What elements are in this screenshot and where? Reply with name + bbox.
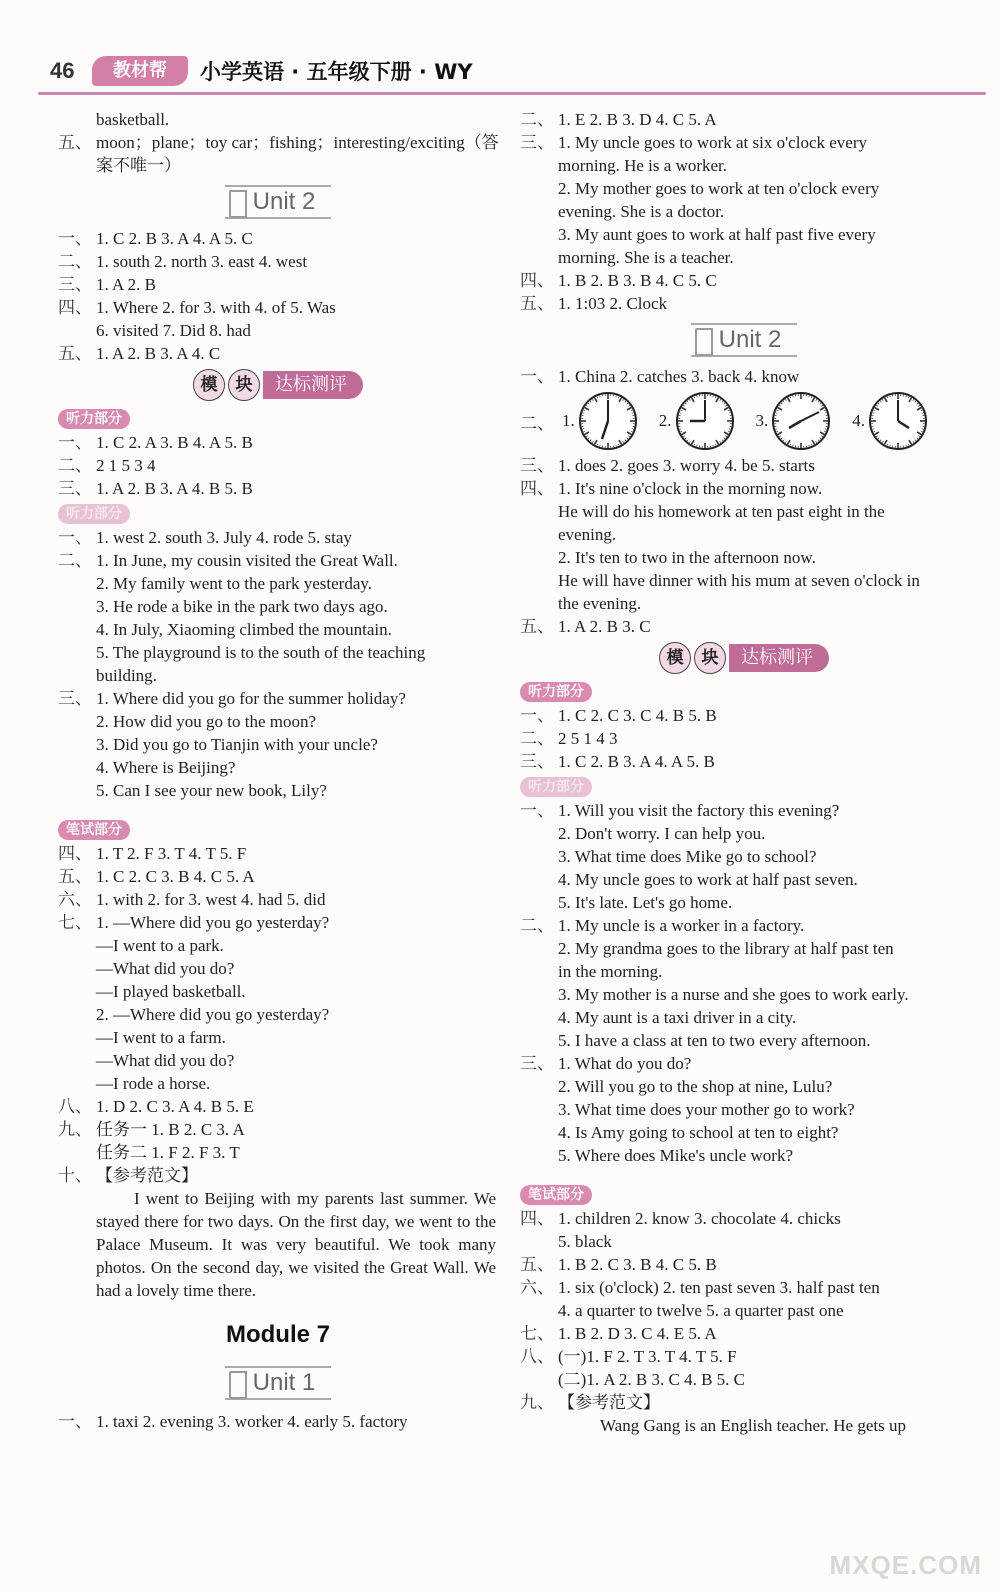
answer-line — [520, 1253, 968, 1276]
answer-text: 2. My family went to the park yesterday. — [96, 574, 373, 593]
answer-text: 5. I have a class at ten to two every afternoon. — [558, 1031, 871, 1050]
answer-text: building. — [96, 666, 157, 685]
answer-text: He will do his homework at ten past eight in the — [558, 502, 885, 521]
answer-line — [520, 200, 968, 223]
answer-text: 1. —Where did you go yesterday? — [96, 913, 330, 932]
answer-line — [520, 914, 968, 937]
answer-text: —What did you do? — [96, 1051, 235, 1070]
question-number: 二、 — [58, 551, 92, 570]
answer-text: 1. A 2. B 3. A 4. B 5. B — [96, 479, 253, 498]
clock-number: 4. — [852, 411, 865, 430]
answer-line — [520, 1345, 968, 1368]
answer-text: 2. My grandma goes to the library at half past ten — [558, 939, 894, 958]
answer-text: 1. C 2. C 3. B 4. C 5. A — [96, 867, 255, 886]
answer-line — [520, 154, 968, 177]
section-tag-listening: 听力部分 — [520, 682, 592, 702]
answer-line — [520, 983, 968, 1006]
book-icon — [695, 328, 713, 356]
question-number: 三、 — [58, 479, 92, 498]
answer-line — [58, 131, 498, 154]
answer-line — [520, 477, 968, 500]
answer-line — [58, 595, 498, 618]
question-number: 三、 — [520, 456, 554, 475]
answer-text: 1. A 2. B 3. C — [558, 617, 651, 636]
unit-title: Unit 1 — [252, 1369, 316, 1396]
answer-line — [58, 934, 498, 957]
right-top-answers — [520, 108, 968, 315]
answer-line — [58, 865, 498, 888]
left-column — [58, 108, 498, 1433]
answer-text: 4. a quarter to twelve 5. a quarter past one — [558, 1301, 844, 1320]
answer-text: 1. My uncle is a worker in a factory. — [558, 916, 805, 935]
answer-line — [520, 1299, 968, 1322]
question-number: 一、 — [520, 801, 554, 820]
watermark: MXQE.COM — [829, 1550, 982, 1580]
answer-text: 1. A 2. B — [96, 275, 156, 294]
answer-text: He will have dinner with his mum at seven o'clock in — [558, 571, 920, 590]
answer-line — [58, 842, 498, 865]
question-number: 七、 — [58, 913, 92, 932]
answer-text: —I rode a horse. — [96, 1074, 211, 1093]
answer-line — [58, 454, 498, 477]
answer-text: evening. She is a doctor. — [558, 202, 725, 221]
answer-text: 1. 1:03 2. Clock — [558, 294, 668, 313]
question-number: 二、 — [58, 456, 92, 475]
answer-text: 1. Where did you go for the summer holiday? — [96, 689, 406, 708]
written-answers — [520, 1207, 968, 1414]
answer-text: 1. What do you do? — [558, 1054, 692, 1073]
question-number: 三、 — [520, 133, 554, 152]
answer-line — [58, 477, 498, 500]
answer-text: 1. B 2. C 3. B 4. C 5. B — [558, 1255, 717, 1274]
answer-text: 1. C 2. A 3. B 4. A 5. B — [96, 433, 253, 452]
answer-text: 1. C 2. B 3. A 4. A 5. C — [96, 229, 253, 248]
answer-line — [520, 822, 968, 845]
answer-text: (二)1. A 2. B 3. C 4. B 5. C — [558, 1370, 746, 1389]
answer-line — [58, 779, 498, 802]
answer-text: 1. It's nine o'clock in the morning now. — [558, 479, 823, 498]
answer-line — [58, 1118, 498, 1141]
question-number: 三、 — [520, 752, 554, 771]
answer-line — [58, 154, 498, 177]
unit-heading — [58, 1358, 498, 1408]
answer-text: 3. What time does your mother go to work? — [558, 1100, 855, 1119]
answer-line — [520, 937, 968, 960]
listening-answers — [58, 431, 498, 500]
answer-text: 1. south 2. north 3. east 4. west — [96, 252, 308, 271]
answer-text: 3. Did you go to Tianjin with your uncle? — [96, 735, 378, 754]
module-test-banner — [520, 638, 968, 678]
answer-text: 5. Where does Mike's uncle work? — [558, 1146, 794, 1165]
answer-line — [58, 108, 498, 131]
answer-line — [58, 911, 498, 934]
section-tag-listening: 听力部分 — [58, 409, 130, 429]
page-header — [0, 0, 1000, 100]
question-number: 八、 — [520, 1347, 554, 1366]
answer-line — [520, 868, 968, 891]
answer-text: 3. My aunt goes to work at half past five every — [558, 225, 876, 244]
answer-text: 1. A 2. B 3. A 4. C — [96, 344, 221, 363]
module-title: Module 7 — [225, 1321, 330, 1348]
answer-line — [58, 957, 498, 980]
answer-line — [520, 1098, 968, 1121]
answer-text: in the morning. — [558, 962, 663, 981]
question-number: 六、 — [58, 890, 92, 909]
answer-text: 2 5 1 4 3 — [558, 729, 618, 748]
answer-text: 2. How did you go to the moon? — [96, 712, 317, 731]
question-number: 四、 — [58, 298, 92, 317]
section-tag-written: 笔试部分 — [520, 1185, 592, 1205]
answer-line — [58, 710, 498, 733]
section-tag-written: 笔试部分 — [58, 820, 130, 840]
answer-line — [520, 1075, 968, 1098]
answer-line — [520, 704, 968, 727]
answer-text: 任务二 1. F 2. F 3. T — [96, 1143, 240, 1162]
answer-text: 5. Can I see your new book, Lily? — [96, 781, 327, 800]
answer-line — [58, 250, 498, 273]
question-number: 一、 — [58, 433, 92, 452]
answer-line — [58, 1072, 498, 1095]
answer-line — [520, 1006, 968, 1029]
answer-text: 1. My uncle goes to work at six o'clock every — [558, 133, 867, 152]
question-number: 五、 — [58, 133, 92, 152]
book-icon — [229, 190, 247, 218]
answer-text: 1. T 2. F 3. T 4. T 5. F — [96, 844, 247, 863]
answer-line — [520, 131, 968, 154]
answer-line — [58, 227, 498, 250]
clock-icon — [577, 390, 639, 452]
question-number: 五、 — [520, 294, 554, 313]
answer-line — [58, 319, 498, 342]
answer-line — [58, 526, 498, 549]
answer-line — [520, 269, 968, 292]
answer-line — [520, 960, 968, 983]
answer-line — [520, 292, 968, 315]
question-number: 六、 — [520, 1278, 554, 1297]
written-answers — [58, 842, 498, 1187]
answer-text: 1. China 2. catches 3. back 4. know — [558, 367, 800, 386]
answer-line — [520, 569, 968, 592]
answer-text: 2. —Where did you go yesterday? — [96, 1005, 330, 1024]
answer-text: 2. Will you go to the shop at nine, Lulu? — [558, 1077, 833, 1096]
question-number: 一、 — [58, 229, 92, 248]
listening-answers — [520, 704, 968, 773]
banner-char: 块 — [228, 369, 260, 401]
banner-char: 模 — [659, 642, 691, 674]
answer-line — [520, 1121, 968, 1144]
answer-text: 1. Where 2. for 3. with 4. of 5. Was — [96, 298, 336, 317]
answer-line — [520, 750, 968, 773]
question-number: 二、 — [520, 110, 554, 129]
question-number: 一、 — [58, 1412, 92, 1431]
answer-line — [520, 1276, 968, 1299]
answer-line — [58, 733, 498, 756]
unit-heading — [520, 315, 968, 365]
answer-text: 1. C 2. B 3. A 4. A 5. B — [558, 752, 715, 771]
answer-line — [58, 1141, 498, 1164]
answer-text: 【参考范文】 — [558, 1393, 660, 1412]
answer-text: 1. with 2. for 3. west 4. had 5. did — [96, 890, 326, 909]
answer-line — [520, 727, 968, 750]
answer-line — [520, 1144, 968, 1167]
answer-text: —I played basketball. — [96, 982, 246, 1001]
answer-text: 4. My uncle goes to work at half past seven. — [558, 870, 858, 889]
answer-text: 1. six (o'clock) 2. ten past seven 3. half past ten — [558, 1278, 880, 1297]
answer-text: morning. She is a teacher. — [558, 248, 734, 267]
question-number: 五、 — [520, 617, 554, 636]
question-number: 九、 — [520, 1393, 554, 1412]
answer-text: the evening. — [558, 594, 642, 613]
answer-text: 4. My aunt is a taxi driver in a city. — [558, 1008, 797, 1027]
answer-line — [520, 1029, 968, 1052]
question-number: 五、 — [58, 867, 92, 886]
answer-text: 5. black — [558, 1232, 612, 1251]
answer-text: evening. — [558, 525, 617, 544]
answer-line — [58, 1410, 498, 1433]
answer-line — [58, 549, 498, 572]
answer-text: 4. Is Amy going to school at ten to eight? — [558, 1123, 839, 1142]
banner-char: 模 — [193, 369, 225, 401]
answer-text: 1. Will you visit the factory this evening? — [558, 801, 840, 820]
answer-text: moon；plane；toy car；fishing；interesting/exciting（答 — [96, 133, 499, 152]
answer-text: 1. D 2. C 3. A 4. B 5. E — [96, 1097, 254, 1116]
answer-line — [520, 523, 968, 546]
question-number: 四、 — [520, 479, 554, 498]
answer-text: 3. My mother is a nurse and she goes to work early. — [558, 985, 909, 1004]
answer-text: 2. My mother goes to work at ten o'clock every — [558, 179, 880, 198]
answer-text: 2. Don't worry. I can help you. — [558, 824, 766, 843]
answer-text: 1. B 2. D 3. C 4. E 5. A — [558, 1324, 717, 1343]
answer-text: 5. The playground is to the south of the teaching — [96, 643, 426, 662]
answer-text: 任务一 1. B 2. C 3. A — [96, 1120, 245, 1139]
question-number: 九、 — [58, 1120, 92, 1139]
header-rule — [38, 92, 986, 95]
answer-line — [520, 246, 968, 269]
answer-line — [58, 641, 498, 664]
answer-text: 5. It's late. Let's go home. — [558, 893, 733, 912]
clock-number: 2. — [658, 411, 672, 430]
question-number: 二、 — [520, 916, 554, 935]
answer-line — [58, 296, 498, 319]
answer-line — [520, 1322, 968, 1345]
left-top-answers — [58, 108, 498, 177]
unit-title: Unit 2 — [252, 188, 316, 215]
right-column — [520, 108, 968, 1437]
question-number: 十、 — [58, 1166, 92, 1185]
question-number: 五、 — [58, 344, 92, 363]
question-number: 三、 — [58, 275, 92, 294]
sample-essay: I went to Beijing with my parents last summer. We stayed there for two days. On the first day, we went to the Palace Museum. It was very beautiful. We took many photos. On the second day, we visited the Great Wall. We had a lovely time there. — [96, 1189, 496, 1300]
section-tag: 听力部分 — [58, 504, 130, 524]
answer-text: 1. taxi 2. evening 3. worker 4. early 5. factory — [96, 1412, 408, 1431]
answer-line — [58, 756, 498, 779]
clock-number: 3. — [755, 411, 769, 430]
answer-line — [520, 615, 968, 638]
book-title: 小学英语 · 五年级下册 · WY — [200, 60, 473, 84]
answer-text: 4. In July, Xiaoming climbed the mountain. — [96, 620, 392, 639]
answer-line — [58, 618, 498, 641]
answer-line — [520, 1052, 968, 1075]
answer-line — [58, 888, 498, 911]
clock-icon — [770, 390, 832, 452]
answer-line — [58, 1026, 498, 1049]
question-number: 一、 — [520, 367, 554, 386]
banner-label: 达标测评 — [729, 644, 829, 672]
answer-text: 3. He rode a bike in the park two days ago. — [96, 597, 388, 616]
answer-line — [520, 1230, 968, 1253]
answer-text: —I went to a park. — [96, 936, 224, 955]
answer-line — [58, 431, 498, 454]
answer-line — [58, 572, 498, 595]
question-number: 四、 — [520, 271, 554, 290]
answer-line — [58, 980, 498, 1003]
answer-text: 案不唯一） — [96, 156, 181, 175]
question-number: 一、 — [58, 528, 92, 547]
question-number: 一、 — [520, 706, 554, 725]
question-number: 三、 — [58, 689, 92, 708]
answer-line — [58, 1049, 498, 1072]
answer-text: —What did you do? — [96, 959, 235, 978]
clock-answers — [520, 388, 968, 454]
answer-line — [58, 273, 498, 296]
page-number: 46 — [50, 58, 75, 83]
answer-line — [58, 664, 498, 687]
answer-text: 1. B 2. B 3. B 4. C 5. C — [558, 271, 717, 290]
answer-line — [520, 177, 968, 200]
answer-line — [520, 365, 968, 388]
answer-line — [520, 1391, 968, 1414]
answer-text: 1. children 2. know 3. chocolate 4. chicks — [558, 1209, 841, 1228]
answer-text: 3. What time does Mike go to school? — [558, 847, 817, 866]
reading-answers — [58, 526, 498, 802]
answer-text: (一)1. F 2. T 3. T 4. T 5. F — [558, 1347, 737, 1366]
question-number: 四、 — [520, 1209, 554, 1228]
answer-line — [520, 592, 968, 615]
answer-text: 1. C 2. C 3. C 4. B 5. B — [558, 706, 717, 725]
answer-line — [520, 1207, 968, 1230]
answer-line — [520, 546, 968, 569]
question-number: 二、 — [58, 252, 92, 271]
answer-text: 1. In June, my cousin visited the Great Wall. — [96, 551, 398, 570]
answer-line — [58, 1095, 498, 1118]
banner-char: 块 — [694, 642, 726, 674]
answer-line — [58, 1003, 498, 1026]
book-icon — [229, 1371, 247, 1399]
answer-line — [520, 1368, 968, 1391]
answer-line — [58, 687, 498, 710]
question-number: 八、 — [58, 1097, 92, 1116]
answer-text: 【参考范文】 — [96, 1166, 198, 1185]
unit2-answers — [520, 454, 968, 638]
answer-text: basketball. — [96, 110, 170, 129]
answer-text: 2. It's ten to two in the afternoon now. — [558, 548, 816, 567]
banner-label: 达标测评 — [263, 371, 363, 399]
answer-text: 6. visited 7. Did 8. had — [96, 321, 251, 340]
answer-text: 1. E 2. B 3. D 4. C 5. A — [558, 110, 717, 129]
answer-line — [58, 1164, 498, 1187]
clock-number: 1. — [562, 411, 575, 430]
unit-title: Unit 2 — [718, 326, 782, 353]
sample-essay-start: Wang Gang is an English teacher. He gets up — [600, 1416, 906, 1435]
answer-line — [520, 845, 968, 868]
answer-line — [520, 500, 968, 523]
reading-answers — [520, 799, 968, 1167]
answer-line — [58, 342, 498, 365]
brand-badge: 教材帮 — [92, 56, 188, 86]
section-tag: 听力部分 — [520, 777, 592, 797]
answer-text: —I went to a farm. — [96, 1028, 226, 1047]
answer-line — [520, 454, 968, 477]
answer-line — [520, 891, 968, 914]
unit2-answers — [58, 227, 498, 365]
clock-icon — [674, 390, 736, 452]
answer-line — [520, 223, 968, 246]
unit-heading — [58, 177, 498, 227]
question-number: 三、 — [520, 1054, 554, 1073]
question-number: 四、 — [58, 844, 92, 863]
answer-line — [520, 799, 968, 822]
question-number: 二、 — [520, 413, 554, 433]
answer-text: 1. west 2. south 3. July 4. rode 5. stay — [96, 528, 352, 547]
answer-text: 1. does 2. goes 3. worry 4. be 5. starts — [558, 456, 815, 475]
answer-line — [520, 108, 968, 131]
clock-icon — [867, 390, 929, 452]
question-number: 七、 — [520, 1324, 554, 1343]
question-number: 二、 — [520, 729, 554, 748]
question-number: 五、 — [520, 1255, 554, 1274]
answer-text: 4. Where is Beijing? — [96, 758, 236, 777]
module-test-banner — [58, 365, 498, 405]
answer-text: 2 1 5 3 4 — [96, 456, 156, 475]
answer-text: morning. He is a worker. — [558, 156, 728, 175]
